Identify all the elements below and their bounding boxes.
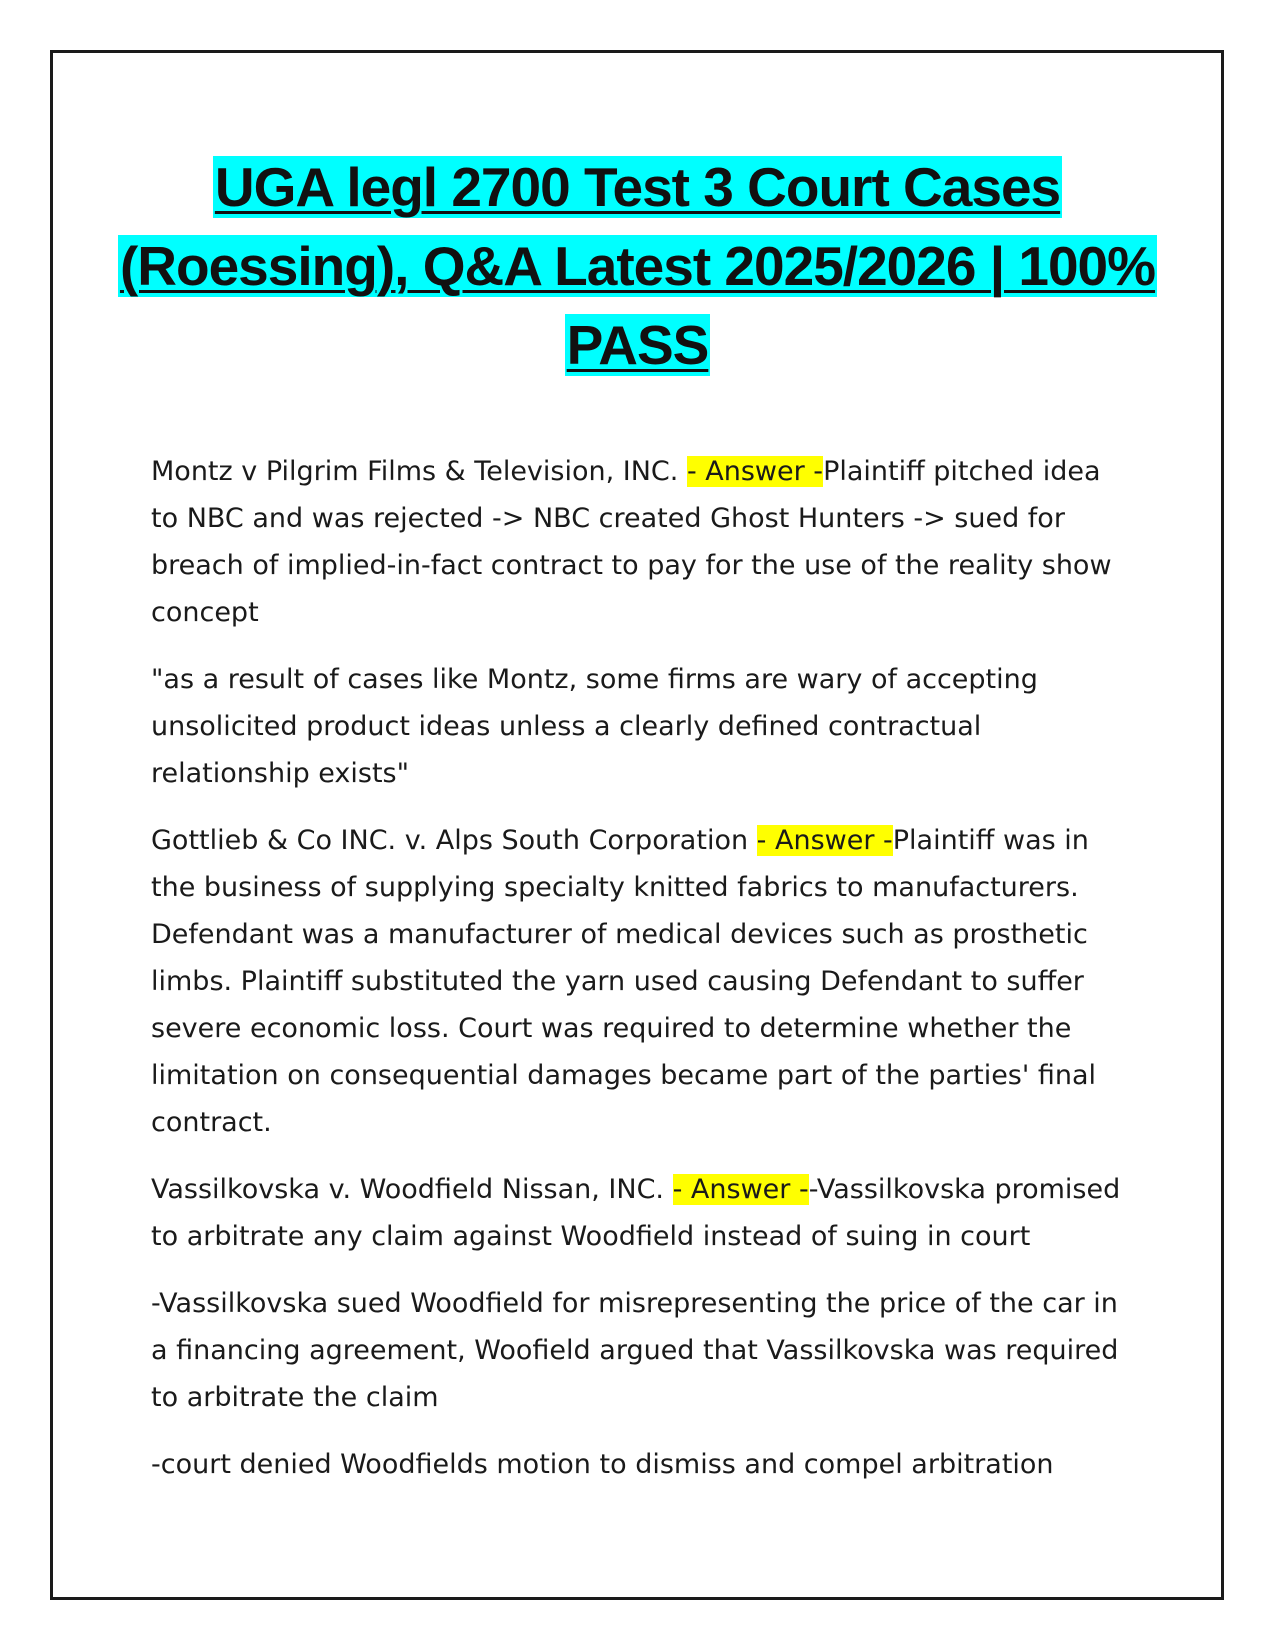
case-name: Montz v Pilgrim Films & Television, INC. (151, 456, 687, 487)
case-name: Vassilkovska v. Woodfield Nissan, INC. (151, 1174, 673, 1205)
qa-entry-gottlieb (151, 817, 1131, 1146)
qa-entry-vassilkovska (151, 1166, 1131, 1260)
answer-marker: - Answer - (686, 456, 824, 487)
document-body (151, 448, 1131, 1508)
note-paragraph (151, 656, 1131, 797)
note-text: -Vassilkovska sued Woodfield for misrepresenting the price of the car in a financing agreement, Woofield argued that Vassilkovska was required to arbitrate the claim (151, 1288, 1119, 1413)
note-text: -court denied Woodfields motion to dismiss and compel arbitration (151, 1449, 1054, 1480)
answer-text: Plaintiff pitched idea to NBC and was rejected -> NBC created Ghost Hunters -> sued for breach of implied-in-fact contract to pay for the use of the reality show concept (151, 456, 1112, 628)
answer-text: Plaintiff was in the business of supplying specialty knitted fabrics to manufacturers. Defendant was a manufacturer of medical devices such as prosthetic limbs. Plaintiff substituted the yarn used causing Defendant to suffer severe economic loss. Court was required to determine whether the limitation on consequential damages became part of the parties' final contract. (151, 825, 1097, 1138)
note-paragraph (151, 1441, 1131, 1488)
note-text: "as a result of cases like Montz, some firms are wary of accepting unsolicited product ideas unless a clearly defined contractual relationship exists" (151, 664, 1038, 789)
note-paragraph (151, 1280, 1131, 1421)
title-highlight: UGA legl 2700 Test 3 Court Cases (Roessing), Q&A Latest 2025/2026 | 100% PASS (119, 156, 1156, 376)
answer-marker: - Answer - (672, 1174, 809, 1205)
answer-text: -Vassilkovska promised to arbitrate any claim against Woodfield instead of suing in court (151, 1174, 1121, 1252)
case-name: Gottlieb & Co INC. v. Alps South Corporation (151, 825, 757, 856)
qa-entry-montz (151, 448, 1131, 636)
answer-marker: - Answer - (756, 825, 893, 856)
document-title (110, 148, 1165, 385)
